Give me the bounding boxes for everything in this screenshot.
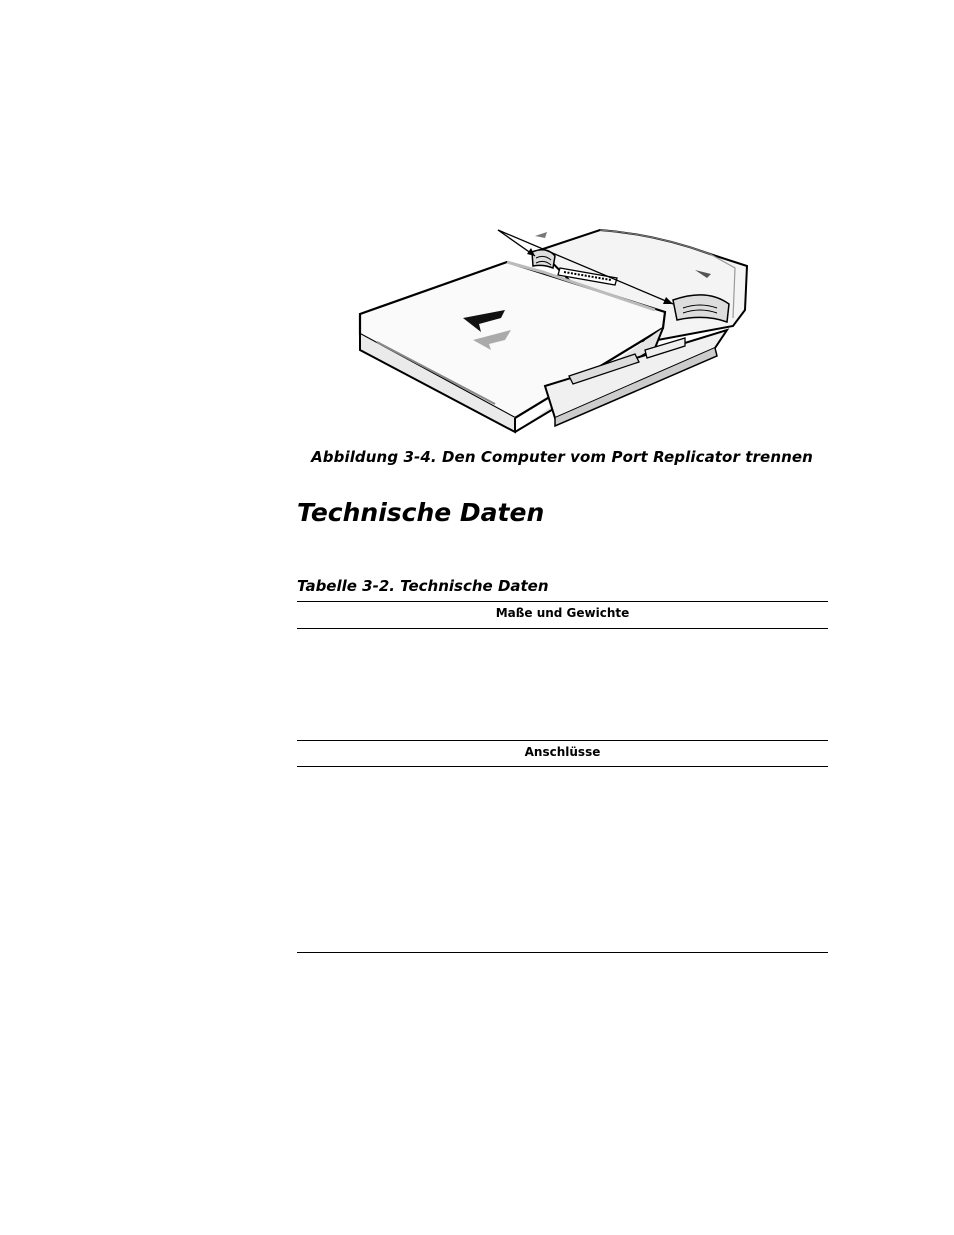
table-header-rule	[297, 766, 828, 767]
figure-caption: Abbildung 3-4. Den Computer vom Port Replicator trennen	[311, 448, 813, 466]
table-caption: Tabelle 3-2. Technische Daten	[297, 577, 549, 595]
figure-illustration	[355, 222, 760, 440]
section-title: Technische Daten	[297, 498, 545, 527]
table-section-header-connectors: Anschlüsse	[524, 745, 601, 759]
table-top-rule	[297, 601, 828, 602]
table-bottom-rule	[297, 952, 828, 953]
table-section-header-dimensions: Maße und Gewichte	[495, 606, 630, 620]
table-section-rule	[297, 740, 828, 741]
table-header-rule	[297, 628, 828, 629]
